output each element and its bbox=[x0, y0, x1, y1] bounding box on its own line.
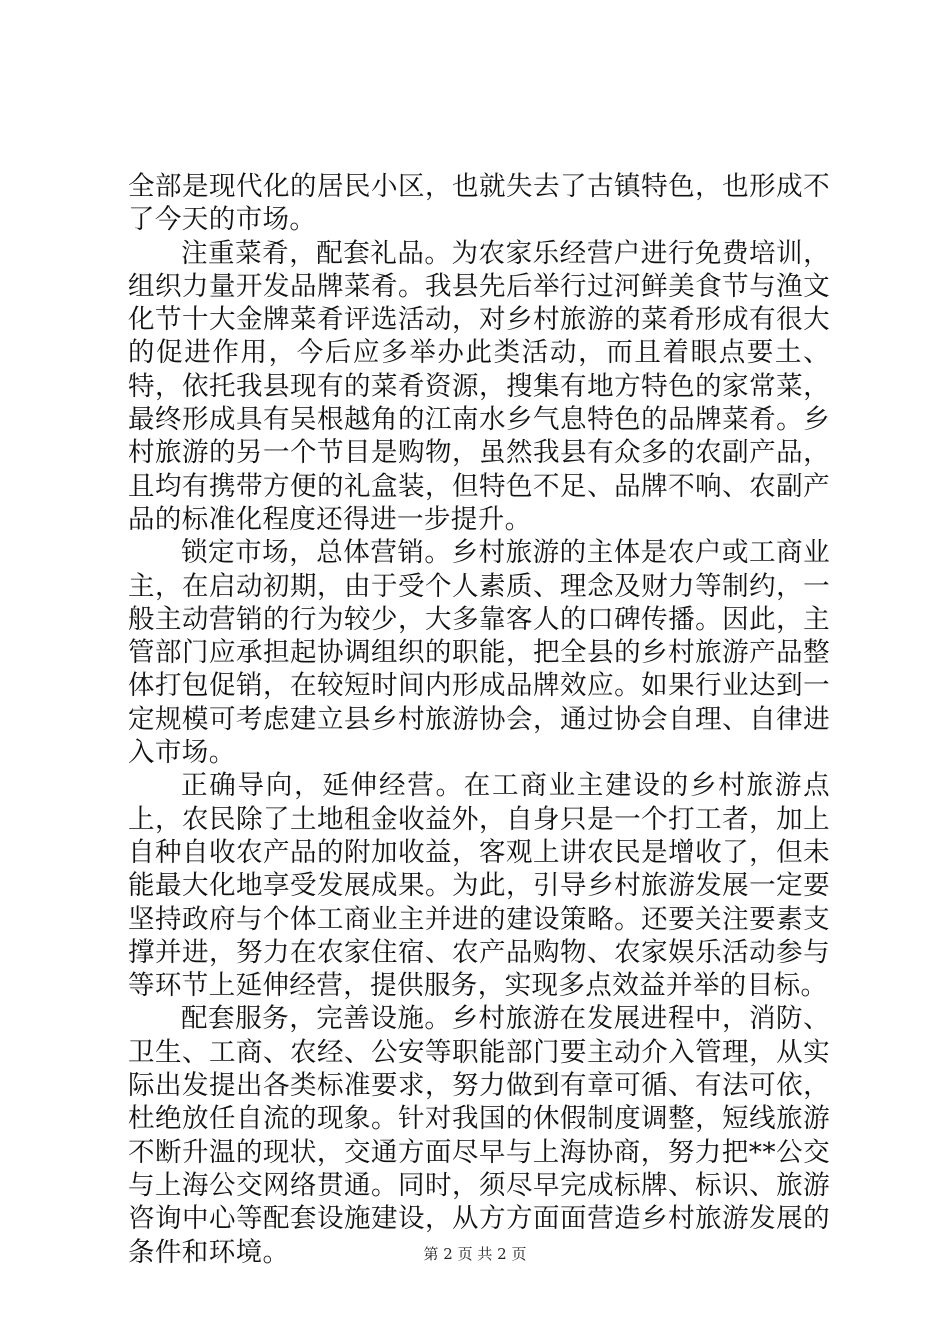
paragraph-services-and-facilities: 配套服务，完善设施。乡村旅游在发展进程中，消防、卫生、工商、农经、公安等职能部门要主动介入管理，从实际出发提出各类标准要求，努力做到有章可循、有法可依，杜绝放任自流的现象。针对我国的休假制度调整，短线旅游不断升温的现状，交通方面尽早与上海协商，努力把**公交与上海公交网络贯通。同时，须尽早完成标牌、标识、旅游咨询中心等配套设施建设，从方方面面营造乡村旅游发展的条件和环境。 bbox=[128, 1003, 830, 1268]
page-footer: 第 2 页 共 2 页 bbox=[423, 1245, 527, 1263]
document-body bbox=[128, 170, 830, 1269]
paragraph-market-and-marketing: 锁定市场，总体营销。乡村旅游的主体是农户或工商业主，在启动初期，由于受个人素质、理念及财力等制约，一般主动营销的行为较少，大多靠客人的口碑传播。因此，主管部门应承担起协调组织的职能，把全县的乡村旅游产品整体打包促销，在较短时间内形成品牌效应。如果行业达到一定规模可考虑建立县乡村旅游协会，通过协会自理、自律进入市场。 bbox=[128, 537, 830, 769]
paragraph-guidance-and-extension: 正确导向，延伸经营。在工商业主建设的乡村旅游点上，农民除了土地租金收益外，自身只是一个打工者，加上自种自收农产品的附加收益，客观上讲农民是增收了，但未能最大化地享受发展成果。为此，引导乡村旅游发展一定要坚持政府与个体工商业主并进的建设策略。还要关注要素支撑并进，努力在农家住宿、农产品购物、农家娱乐活动参与等环节上延伸经营，提供服务，实现多点效益并举的目标。 bbox=[128, 770, 830, 1002]
paragraph-continuation: 全部是现代化的居民小区，也就失去了古镇特色，也形成不了今天的市场。 bbox=[128, 171, 830, 236]
paragraph-dishes-and-gifts: 注重菜肴，配套礼品。为农家乐经营户进行免费培训，组织力量开发品牌菜肴。我县先后举行过河鲜美食节与渔文化节十大金牌菜肴评选活动，对乡村旅游的菜肴形成有很大的促进作用，今后应多举办此类活动，而且着眼点要土、特，依托我县现有的菜肴资源，搜集有地方特色的家常菜，最终形成具有吴根越角的江南水乡气息特色的品牌菜肴。乡村旅游的另一个节目是购物，虽然我县有众多的农副产品，且均有携带方便的礼盒装，但特色不足、品牌不响、农副产品的标准化程度还得进一步提升。 bbox=[128, 237, 830, 535]
